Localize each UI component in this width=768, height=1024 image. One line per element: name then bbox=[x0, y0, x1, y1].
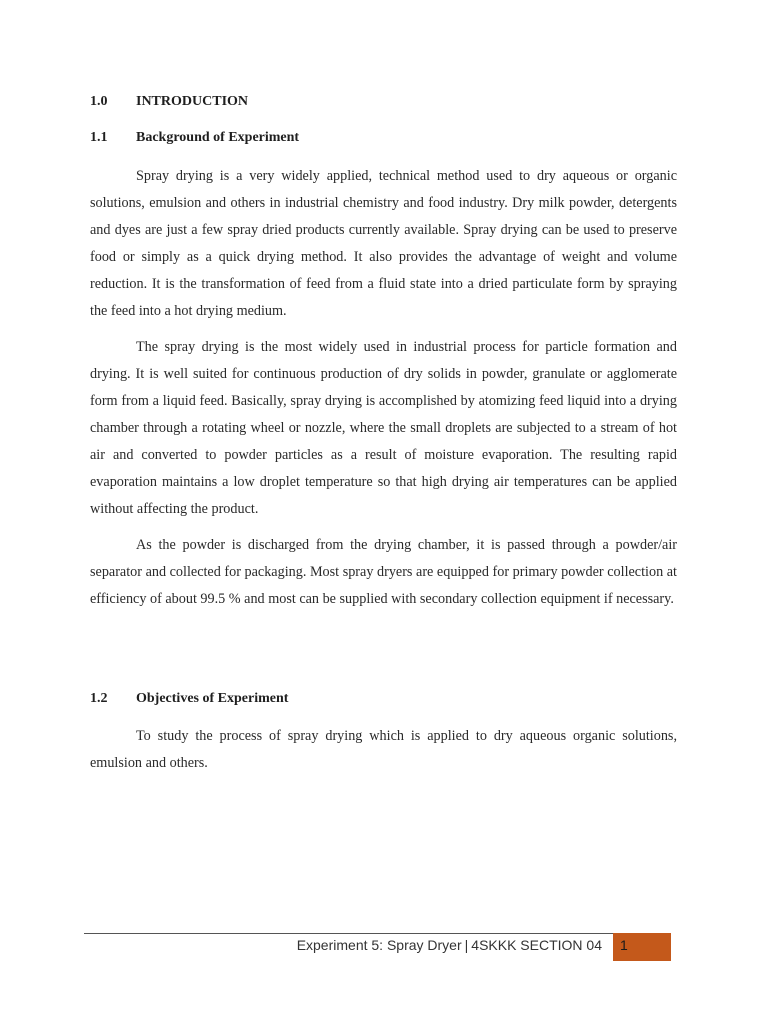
section-heading-introduction bbox=[90, 94, 248, 110]
page-number: 1 bbox=[620, 937, 628, 953]
section-title: Background of Experiment bbox=[136, 130, 300, 145]
paragraph-objectives-1: To study the process of spray drying which is applied to dry aqueous organic solutions, emulsion and others. bbox=[90, 728, 677, 771]
section-title: INTRODUCTION bbox=[136, 94, 249, 109]
page-number-box bbox=[613, 933, 671, 961]
section-number: 1.1 bbox=[90, 130, 108, 145]
section-heading-background bbox=[90, 130, 299, 146]
page-footer bbox=[180, 937, 602, 953]
footer-divider bbox=[84, 933, 614, 934]
footer-section-label: 4SKKK SECTION 04 bbox=[471, 937, 602, 953]
section-heading-objectives bbox=[90, 691, 288, 707]
paragraph-background-3: As the powder is discharged from the drying chamber, it is passed through a powder/air separator and collected for packaging. Most spray dryers are equipped for primary powder collection at efficiency of about 99.5 % and most can be supplied with secondary collection equipment if necessary. bbox=[90, 537, 677, 607]
footer-separator: | bbox=[464, 937, 469, 953]
section-number: 1.0 bbox=[90, 94, 108, 109]
paragraph-background-1: Spray drying is a very widely applied, technical method used to dry aqueous or organic solutions, emulsion and others in industrial chemistry and food industry. Dry milk powder, detergents and dyes are just a few spray dried products currently available. Spray drying can be used to preserve food or simply as a quick drying method. It also provides the advantage of weight and volume reduction. It is the transformation of feed from a fluid state into a dried particulate form by spraying the feed into a hot drying medium. bbox=[90, 168, 677, 319]
section-title: Objectives of Experiment bbox=[136, 691, 289, 706]
section-number: 1.2 bbox=[90, 691, 108, 706]
footer-experiment-title: Experiment 5: Spray Dryer bbox=[296, 937, 462, 953]
paragraph-background-2: The spray drying is the most widely used in industrial process for particle formation and drying. It is well suited for continuous production of dry solids in powder, granulate or agglomerate form from a liquid feed. Basically, spray drying is accomplished by atomizing feed liquid into a drying chamber through a rotating wheel or nozzle, where the small droplets are subjected to a stream of hot air and converted to powder particles as a result of moisture evaporation. The resulting rapid evaporation maintains a low droplet temperature so that high drying air temperatures can be applied without affecting the product. bbox=[90, 339, 677, 517]
